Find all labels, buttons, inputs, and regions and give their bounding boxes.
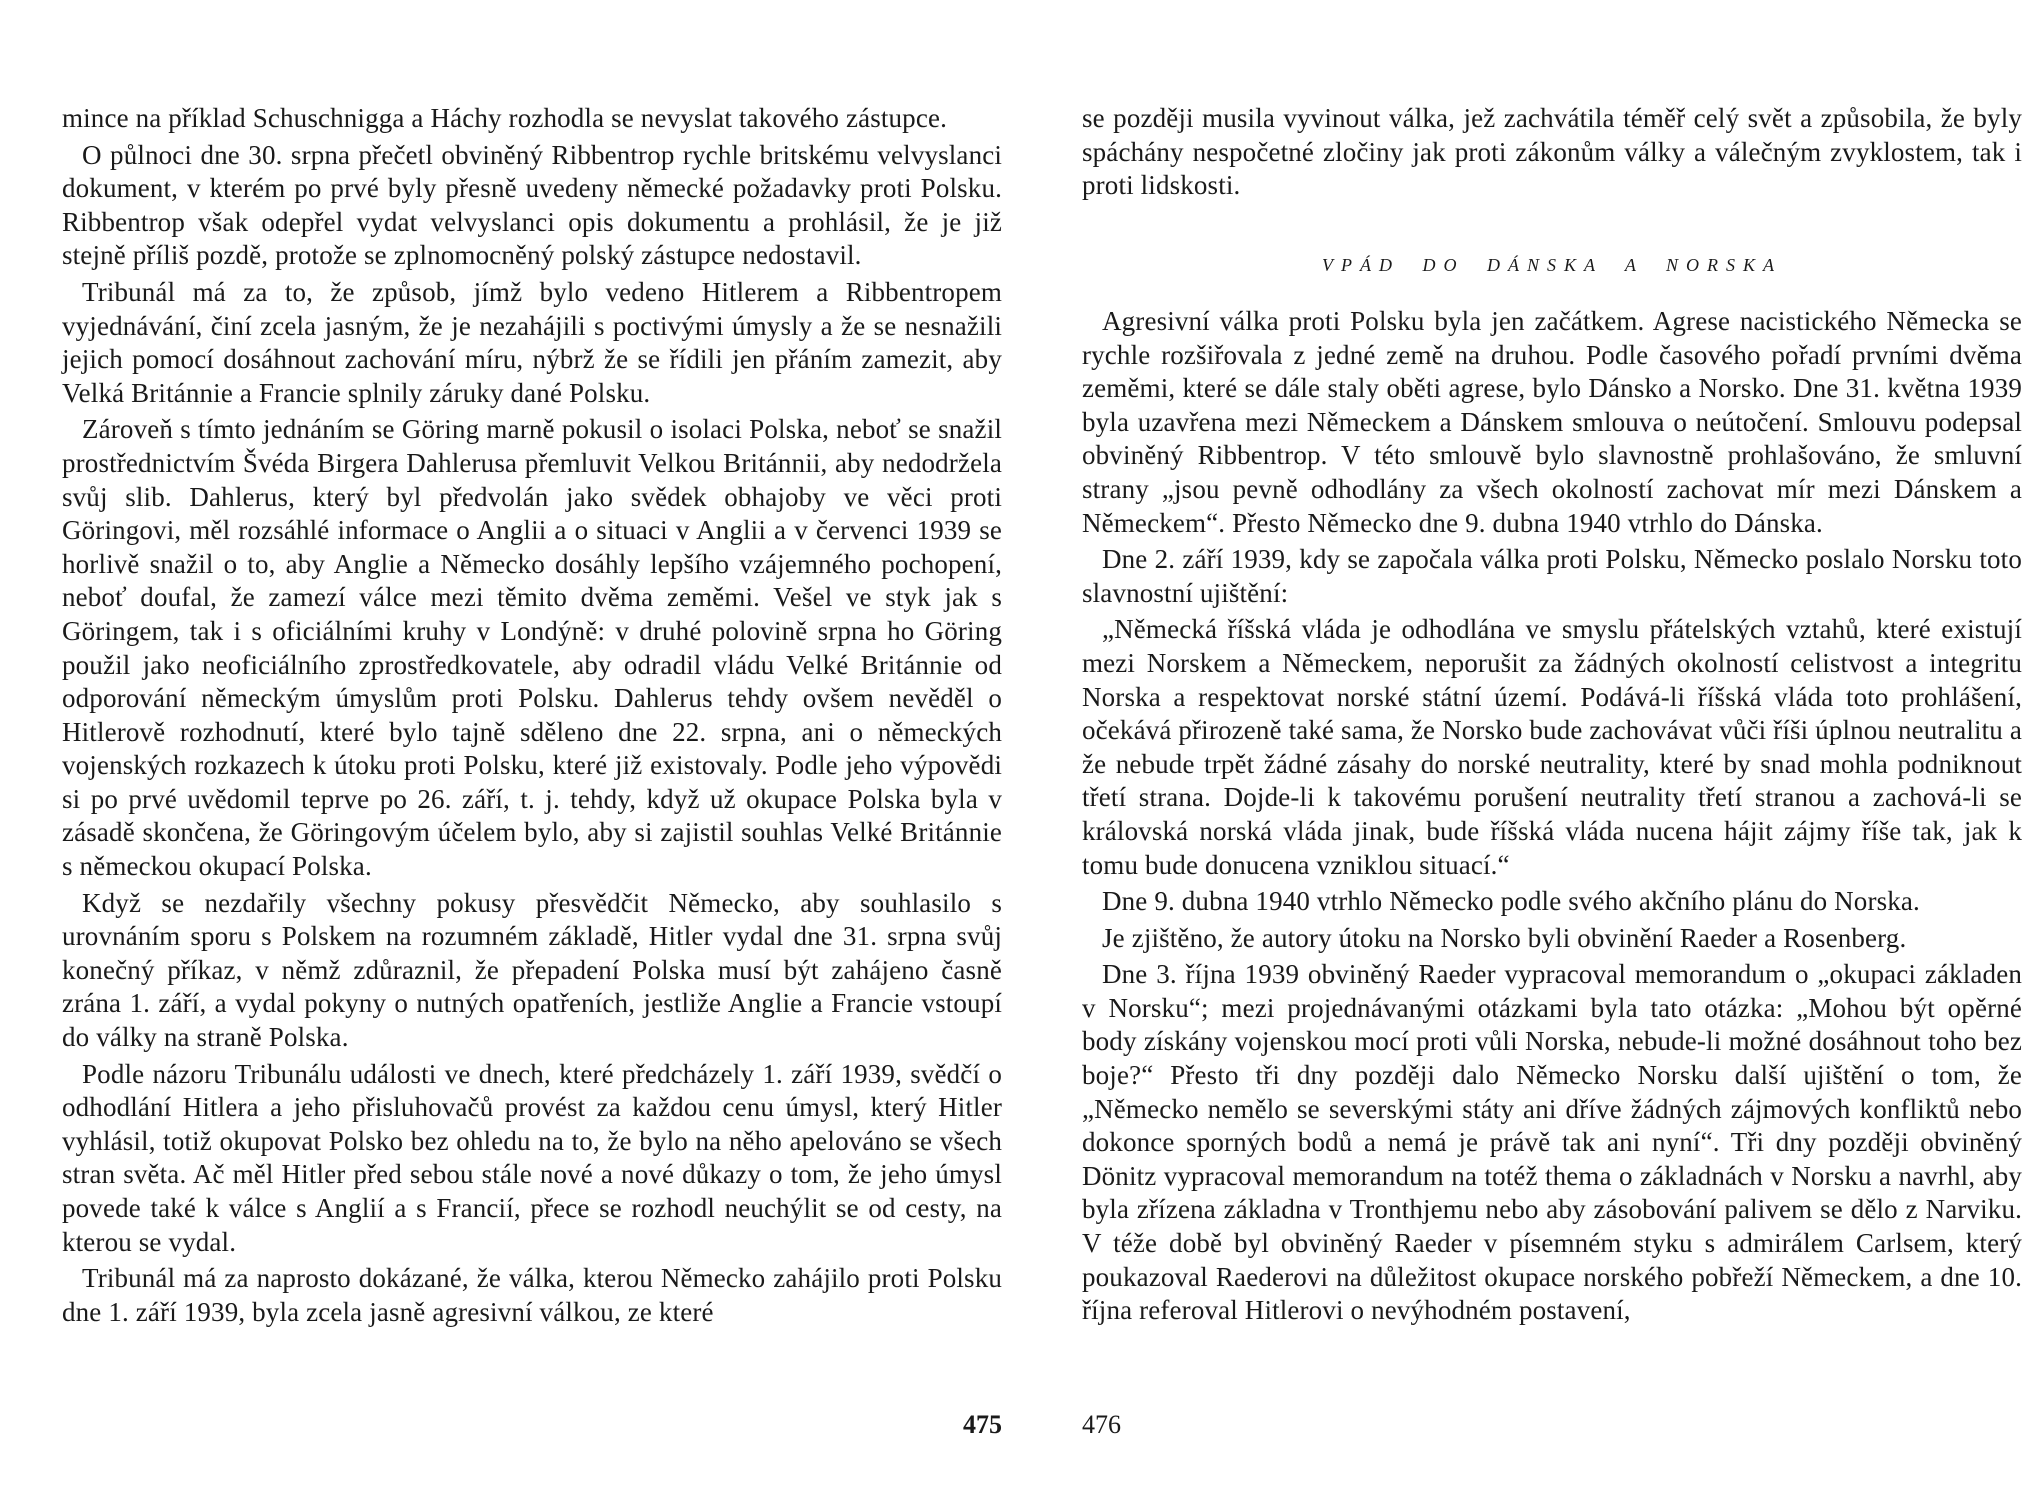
left-page: [62, 0, 1002, 1500]
paragraph: Je zjištěno, že autory útoku na Norsko byli obvinění Raeder a Rosenberg.: [1102, 922, 1907, 953]
page-number: 475: [963, 1410, 1002, 1439]
page-number: 476: [1082, 1410, 1121, 1439]
right-page-body: [1082, 305, 2022, 1331]
paragraph: Když se nezdařily všechny pokusy přesvědčit Německo, aby souhlasilo s urovnáním sporu s Polskem na rozumném základě, Hitler vydal dne 31. srpna svůj konečný příkaz, v němž zdůraznil, že přepadení Polska musí být zahájeno časně zrána 1. září, a vydal pokyny o nutných opatřeních, jestliže Anglie a Francie vstoupí do války na straně Polska.: [62, 887, 1002, 1053]
left-page-body: [62, 102, 1002, 1332]
quoted-paragraph: „Německá říšská vláda je odhodlána ve smyslu přátelských vztahů, které existují mezi Norskem a Německem, neporušit za žádných okolností celistvost a integritu Norska a respektovat norské státní území. Podává-li říšská vláda toto prohlášení, očekává přirozeně také sama, že Norsko bude zachovávat vůči říši úplnou neutralitu a že nebude trpět žádné zásahy do norské neutrality, které by snad mohla podniknout třetí strana. Dojde-li k takovému porušení neutrality třetí stranou a zachová-li se královská norská vláda jinak, bude říšská vláda nucena hájit zájmy říše tak, jak k tomu bude donucena vzniklou situací.“: [1082, 614, 2022, 880]
paragraph: Dne 3. října 1939 obviněný Raeder vypracoval memorandum o „okupaci základen v Norsku“; mezi projednávanými otázkami byla tato otázka: „Mohou být opěrné body získány vojenskou mocí proti vůli Norska, nebude-li možné dosáhnout toho bez boje?“ Přesto tři dny později dalo Německo Norsku další ujištění o tom, že „Německo nemělo se severskými státy ani dříve žádných zájmových konfliktů nebo dokonce sporných bodů a nemá je právě tak ani nyní“. Tři dny později obviněný Dönitz vypracoval memorandum na totéž thema o základnách v Norsku a navrhl, aby byla zřízena základna v Tronthjemu nebo aby zásobování palivem se dělo z Narviku. V téže době byl obviněný Raeder v písemném styku s admirálem Carlsem, který poukazoval Raederovi na důležitost okupace norského pobřeží Německem, a dne 10. října referoval Hitlerovi o nevýhodném postavení,: [1082, 959, 2022, 1326]
paragraph: mince na příklad Schuschnigga a Háchy rozhodla se nevyslat takového zástupce.: [62, 103, 948, 133]
paragraph: Tribunál má za to, že způsob, jímž bylo vedeno Hitlerem a Ribbentropem vyjednávání, činí zcela jasným, že je nezahájili s poctivými úmysly a že se nesnažili jejich pomocí dosáhnout zachování míru, nýbrž že se řídili jen přáním zamezit, aby Velká Británnie a Francie splnily záruky dané Polsku.: [62, 276, 1002, 408]
paragraph: Dne 2. září 1939, kdy se započala válka proti Polsku, Německo poslalo Norsku toto slavnostní ujištění:: [1082, 544, 2022, 608]
section-heading: VPÁD DO DÁNSKA A NORSKA: [1321, 255, 1782, 275]
paragraph: se později musila vyvinout válka, jež zachvátila téměř celý svět a způsobila, že byly spáchány nespočetné zločiny jak proti zákonům války a válečným zvyklostem, tak i proti lidskosti.: [1082, 103, 2022, 201]
paragraph: Podle názoru Tribunálu události ve dnech, které předcházely 1. září 1939, svědčí o odhodlání Hitlera a jeho přisluhovačů provést za každou cenu úmysl, který Hitler vyhlásil, totiž okupovat Polsko bez ohledu na to, že bylo na něho apelováno se všech stran světa. Ač měl Hitler před sebou stále nové a nové důkazy o tom, že jeho úmysl povede také k válce s Anglií a s Francií, přece se rozhodl neuchýlit se od cesty, na kterou se vydal.: [62, 1058, 1002, 1257]
paragraph: Tribunál má za naprosto dokázané, že válka, kterou Německo zahájilo proti Polsku dne 1. září 1939, byla zcela jasně agresivní válkou, ze které: [62, 1263, 1002, 1327]
paragraph: Dne 9. dubna 1940 vtrhlo Německo podle svého akčního plánu do Norska.: [1102, 886, 1920, 917]
paragraph: Agresivní válka proti Polsku byla jen začátkem. Agrese nacistického Německa se rychle rozšiřovala z jedné země na druhou. Podle časového pořadí prvními dvěma zeměmi, které se dále staly oběti agrese, bylo Dánsko a Norsko. Dne 31. května 1939 byla uzavřena mezi Německem a Dánskem smlouva o neútočení. Smlouvu podepsal obviněný Ribbentrop. V této smlouvě bylo slavnostně prohlašováno, že smluvní strany „jsou pevně odhodlány za všech okolností zachovat mír mezi Dánskem a Německem“. Přesto Německo dne 9. dubna 1940 vtrhlo do Dánska.: [1082, 306, 2022, 538]
paragraph: O půlnoci dne 30. srpna přečetl obviněný Ribbentrop rychle britskému velvyslanci dokument, v kterém po prvé byly přesně uvedeny německé požadavky proti Polsku. Ribbentrop však odepřel vydat velvyslanci opis dokumentu a prohlásil, že je již stejně příliš pozdě, protože se zplnomocněný polský zástupce nedostavil.: [62, 139, 1002, 271]
paragraph: Zároveň s tímto jednáním se Göring marně pokusil o isolaci Polska, neboť se snažil prostřednictvím Švéda Birgera Dahlerusa přemluvit Velkou Británnii, aby nedodržela svůj slib. Dahlerus, který byl předvolán jako svědek obhajoby ve věci proti Göringovi, měl rozsáhlé informace o Anglii a o situaci v Anglii a v červenci 1939 se horlivě snažil o to, aby Anglie a Německo dosáhly lepšího vzájemného pochopení, neboť doufal, že zamezí válce mezi těmito dvěma zeměmi. Vešel ve styk jak s Göringem, tak i s oficiálními kruhy v Londýně: v druhé polovině srpna ho Göring použil jako neoficiálního zprostředkovatele, aby odradil vládu Velké Británnie od odporování německým úmyslům proti Polsku. Dahlerus tehdy ovšem nevěděl o Hitlerově rozhodnutí, které bylo tajně sděleno dne 22. srpna, ani o německých vojenských rozkazech k útoku proti Polsku, které již existovaly. Podle jeho výpovědi si po prvé uvědomil teprve po 26. září, t. j. tehdy, když už okupace Polska byla v zásadě skončena, že Göringovým účelem bylo, aby si zajistil souhlas Velké Británnie s německou okupací Polska.: [62, 414, 1002, 882]
right-page: [1082, 0, 2022, 1500]
right-page-top-paragraph: [1082, 102, 2022, 206]
